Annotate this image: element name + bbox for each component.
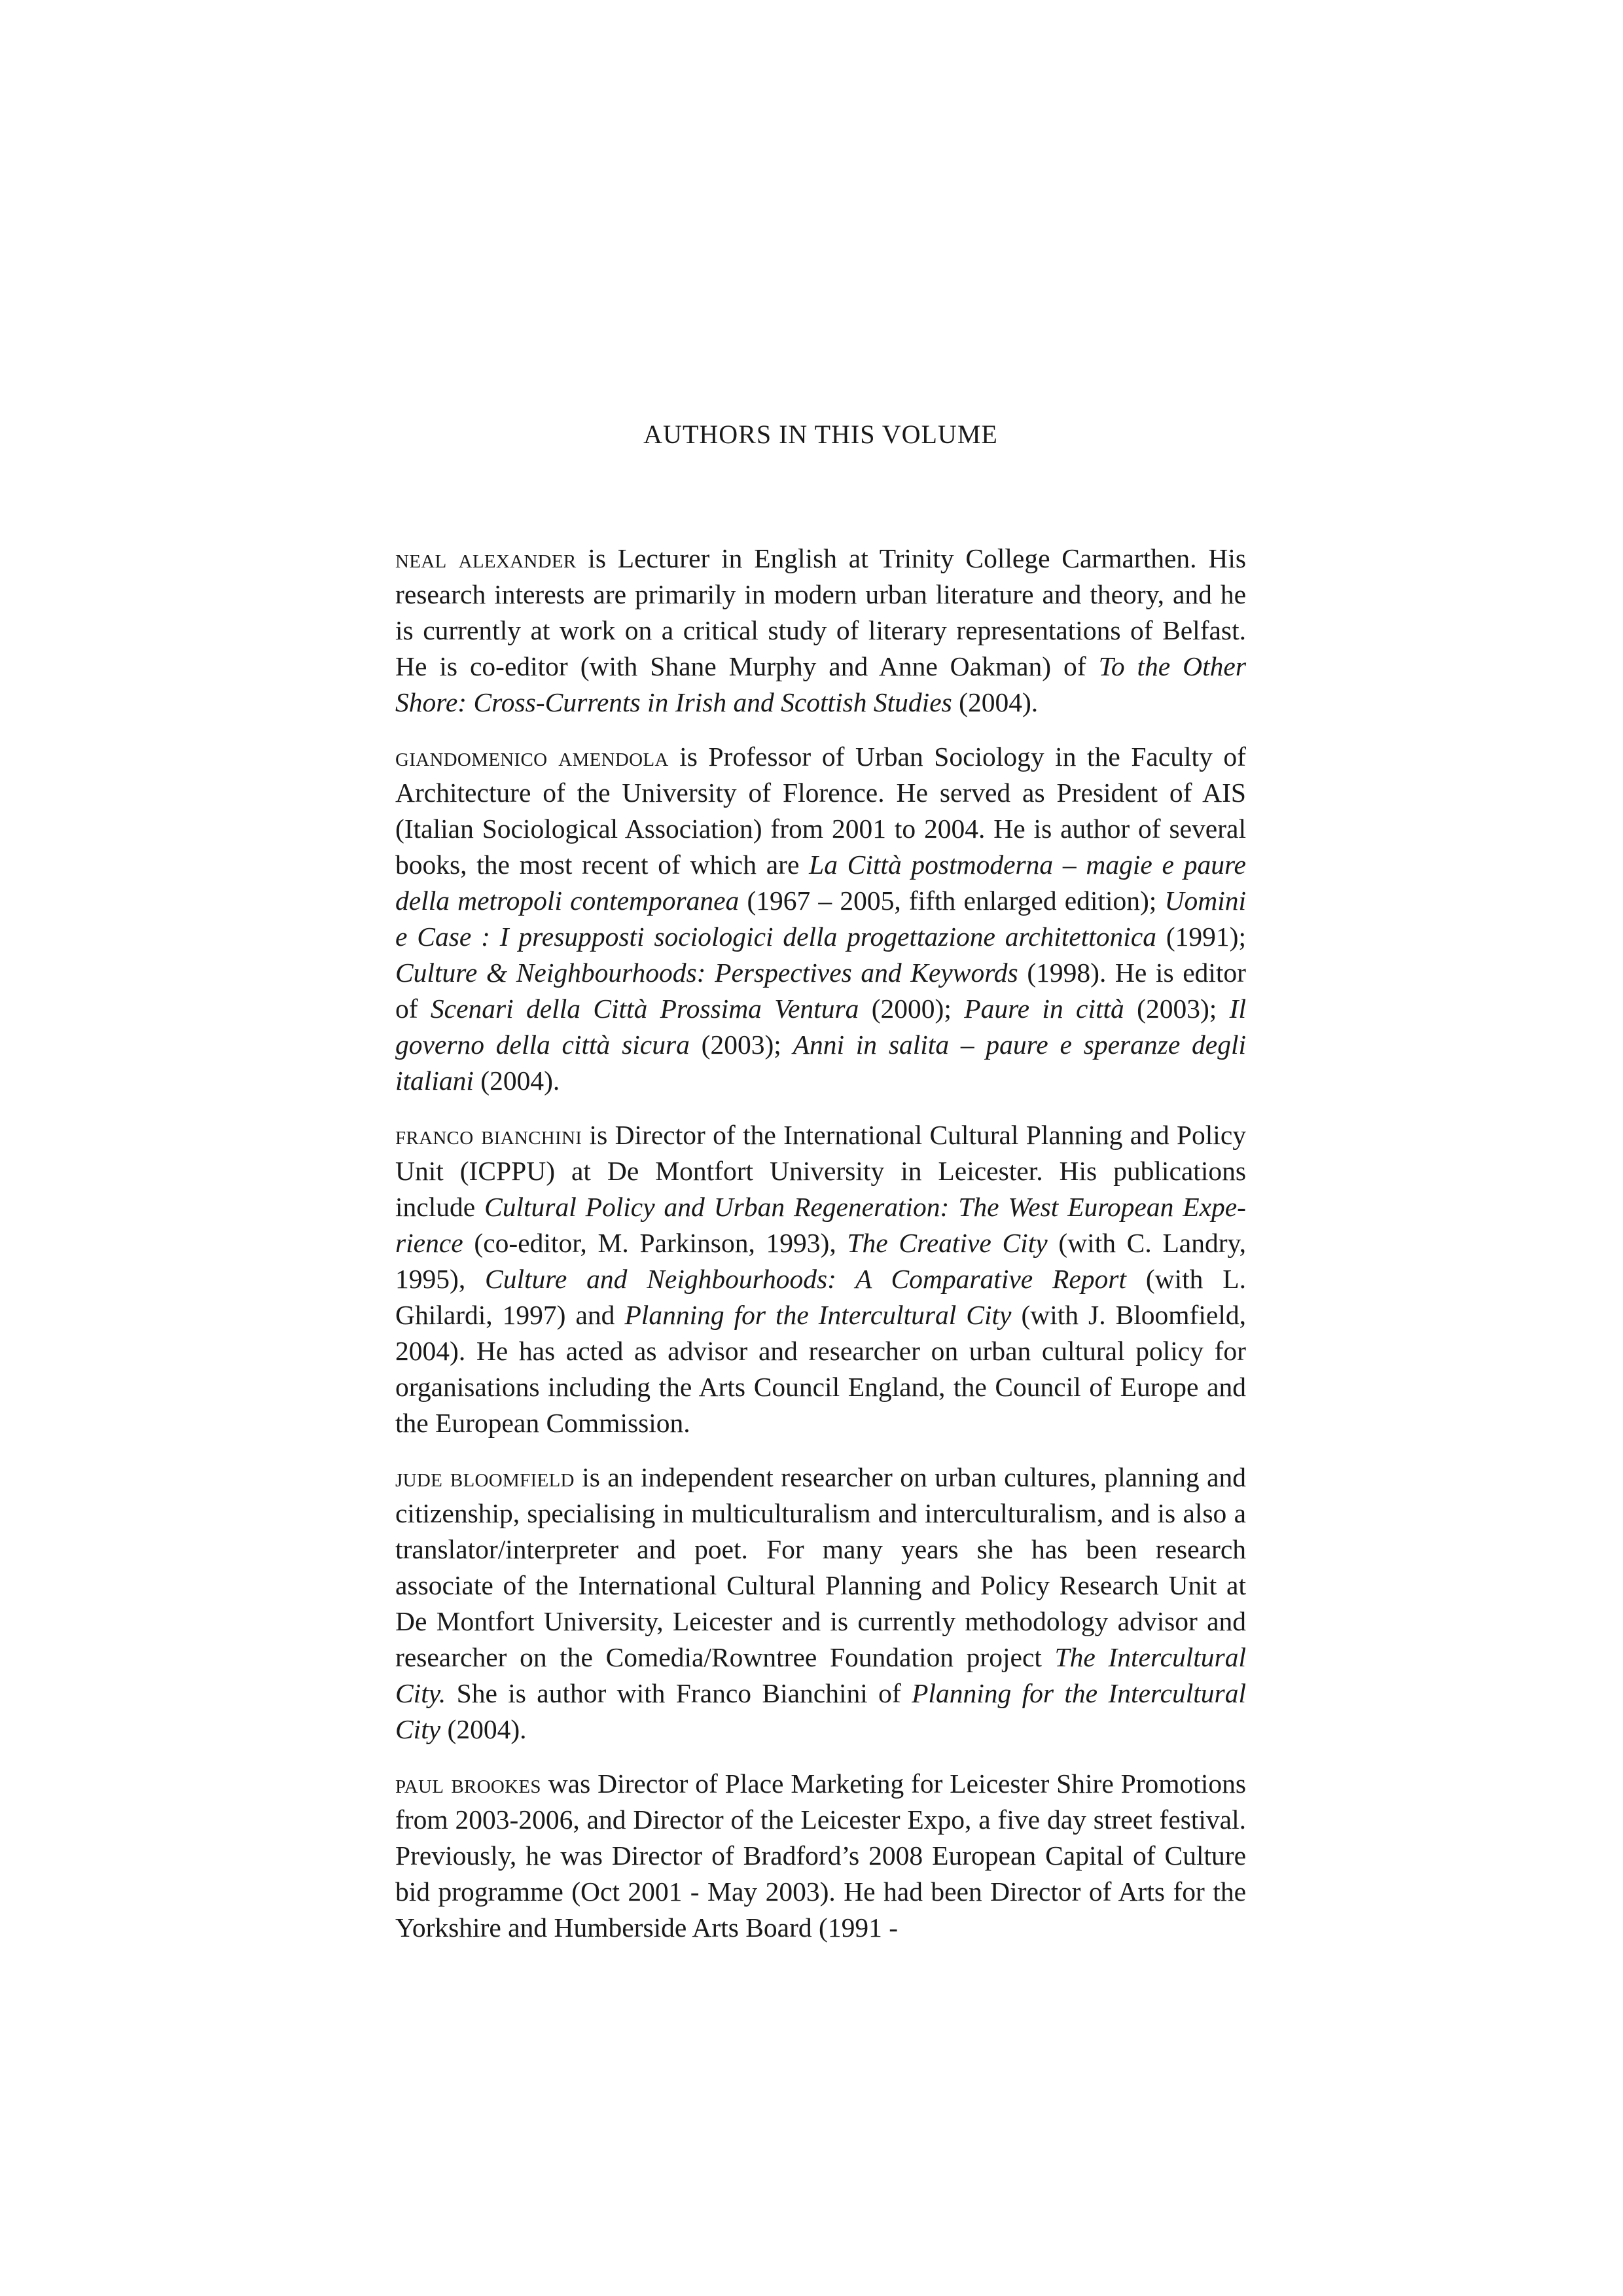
book-title: To the Other Shore: Cross-Currents in Irish and Scottish Studies <box>395 651 1246 717</box>
page-title: AUTHORS IN THIS VOLUME <box>643 420 998 449</box>
book-title: Culture and Neighbourhoods: A Comparative Report <box>485 1264 1126 1294</box>
author-entry-bianchini: franco bianchini is Director of the International Cultural Planning and Policy Unit (ICPPU) at De Montfort University in Leicester. His publications include Cultural Policy and Urban Regeneration: The West European Experience (co-editor, M. Parkinson, 1993), The Creative City (with C. Landry, 1995), Culture and Neighbourhoods: A Comparative Report (with L. Ghilardi, 1997) and Planning for the Intercultural City (with J. Bloomfield, 2004). He has acted as advisor and researcher on urban cultural policy for organisations including the Arts Council England, the Council of Europe and the European Commission. <box>395 1120 1247 1438</box>
author-name: franco bianchini <box>395 1120 582 1150</box>
author-name: giandomenico amendola <box>395 742 669 772</box>
book-title: The Intercultural City. <box>395 1642 1246 1708</box>
book-title: Cultural Policy and Urban Regeneration: The West European Experience <box>395 1192 1246 1258</box>
author-entry-bloomfield: jude bloomfield is an independent researcher on urban cultures, planning and citizenship, specialising in multiculturalism and interculturalism, and is also a translator/interpreter and poet. For many years she has been research associate of the International Cultural Planning and Policy Research Unit at De Montfort University, Leicester and is currently methodology advisor and researcher on the Comedia/Rowntree Foundation project The Intercultural City. She is author with Franco Bianchini of Planning for the Intercultural City (2004). <box>395 1462 1246 1744</box>
book-title: The Creative City <box>847 1228 1048 1258</box>
book-title: La Città postmoderna – magie e paure della metropoli contemporanea <box>395 850 1246 916</box>
author-entry-amendola: giandomenico amendola is Professor of Urban Sociology in the Faculty of Architecture of the University of Florence. He served as President of AIS (Italian Sociological Association) from 2001 to 2004. He is author of several books, the most recent of which are La Città postmoderna – magie e paure della metropoli contemporanea (1967 – 2005, fifth enlarged edition); Uomini e Case : I presupposti sociologici della progettazione architettonica (1991); Culture & Neighbourhoods: Perspectives and Keywords (1998). He is editor of Scenari della Città Prossima Ventura (2000); Paure in città (2003); Il governo della città sicura (2003); Anni in salita – paure e speranze degli italiani (2004). <box>395 742 1247 1096</box>
book-title: Planning for the Intercultural City <box>395 1678 1246 1744</box>
author-name: paul brookes <box>395 1768 541 1799</box>
author-entry-brookes: paul brookes was Director of Place Marketing for Leicester Shire Promotions from 2003-2006, and Director of the Leicester Expo, a five day street festival. Previously, he was Director of Bradford’s 2008 European Capital of Culture bid programme (Oct 2001 - May 2003). He had been Director of Arts for the Yorkshire and Humberside Arts Board (1991 - <box>395 1768 1247 1943</box>
book-title: Paure in città <box>964 994 1124 1024</box>
book-title: Culture & Neighbourhoods: Perspectives and Keywords <box>395 958 1018 988</box>
author-name: jude bloomfield <box>395 1462 575 1492</box>
book-title: Scenari della Città Prossima Ventura <box>430 994 859 1024</box>
author-entry-alexander: neal alexander is Lecturer in English at Trinity College Carmarthen. His research interests are primarily in modern urban literature and theory, and he is currently at work on a critical study of literary representations of Belfast. He is co-editor (with Shane Murphy and Anne Oakman) of To the Other Shore: Cross-Currents in Irish and Scottish Studies (2004). <box>395 543 1246 717</box>
author-name: neal alexander <box>395 543 577 573</box>
book-title: Planning for the Intercultural City <box>624 1300 1012 1330</box>
book-title: Il governo della città sicura <box>395 994 1247 1060</box>
book-title: Uomini e Case : I presupposti sociologici della progettazione architettonica <box>395 886 1246 952</box>
document-page <box>395 419 1246 1964</box>
book-title: Anni in salita – paure e speranze degli italiani <box>395 1030 1247 1096</box>
